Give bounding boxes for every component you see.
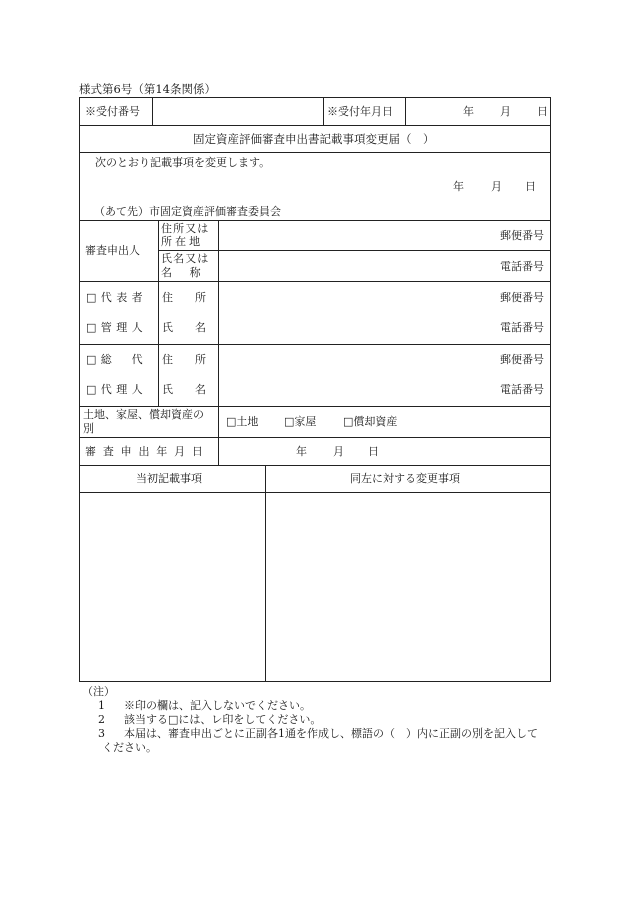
applicant-address-label-2: 所在地: [161, 235, 204, 248]
filing-day: 日: [368, 445, 379, 458]
date-year: 年: [453, 180, 464, 193]
house-checkbox[interactable]: □家屋: [284, 415, 317, 428]
agent-name-label: 氏 名: [162, 383, 212, 396]
form-title: 固定資産評価審査申出書記載事項変更届（ ）: [193, 132, 435, 146]
agent-address-label: 住 所: [162, 353, 212, 366]
addressee: （あて先）市固定資産評価審査委員会: [94, 205, 281, 218]
property-type-label-2: 別: [83, 422, 94, 435]
note-item: 2 該当する□には、レ印をしてください。: [98, 713, 322, 726]
note-item: 3 本届は、審査申出ごとに正副各1通を作成し、標語の（ ）内に正副の別を記入して: [98, 727, 538, 740]
representative-address-label: 住 所: [162, 291, 212, 304]
form-frame: [79, 97, 551, 682]
depreciable-assets-checkbox[interactable]: □償却資産: [343, 415, 398, 428]
original-entries-header: 当初記載事項: [136, 472, 202, 485]
agent-phone-label: 電話番号: [500, 383, 544, 396]
notes-heading: （注）: [82, 685, 115, 698]
note-item: 1 ※印の欄は、記入しないでください。: [98, 699, 311, 712]
intro-text: 次のとおり記載事項を変更します。: [95, 156, 271, 169]
land-checkbox[interactable]: □土地: [226, 415, 259, 428]
receipt-month: 月: [500, 105, 511, 118]
agent-checkbox[interactable]: □代理人: [86, 383, 147, 396]
general-agent-checkbox[interactable]: □総 代: [86, 353, 147, 366]
applicant-name-label-1: 氏名又は: [161, 252, 210, 265]
date-month: 月: [491, 180, 502, 193]
changes-header: 同左に対する変更事項: [350, 472, 460, 485]
receipt-day: 日: [537, 105, 548, 118]
manager-checkbox[interactable]: □管理人: [86, 321, 147, 334]
filing-date-label: 審査申出年月日: [85, 445, 210, 458]
representative-phone-label: 電話番号: [500, 321, 544, 334]
applicant-phone-label: 電話番号: [500, 260, 544, 273]
filing-year: 年: [296, 445, 307, 458]
date-day: 日: [525, 180, 536, 193]
receipt-number-label: ※受付番号: [85, 105, 140, 118]
applicant-label: 審査申出人: [85, 244, 140, 257]
receipt-date-label: ※受付年月日: [327, 105, 393, 118]
property-type-label-1: 土地、家屋、償却資産の: [83, 408, 204, 421]
agent-postal-label: 郵便番号: [500, 353, 544, 366]
representative-checkbox[interactable]: □代表者: [86, 291, 147, 304]
applicant-name-label-2: 名 称: [161, 266, 204, 279]
receipt-year: 年: [463, 105, 474, 118]
notes: [82, 685, 538, 755]
representative-postal-label: 郵便番号: [500, 291, 544, 304]
filing-month: 月: [333, 445, 344, 458]
representative-name-label: 氏 名: [162, 321, 212, 334]
applicant-postal-label: 郵便番号: [500, 229, 544, 242]
form-number: 様式第6号（第14条関係）: [79, 82, 216, 96]
note-continuation: ください。: [102, 741, 157, 754]
applicant-address-label-1: 住所又は: [161, 222, 210, 235]
